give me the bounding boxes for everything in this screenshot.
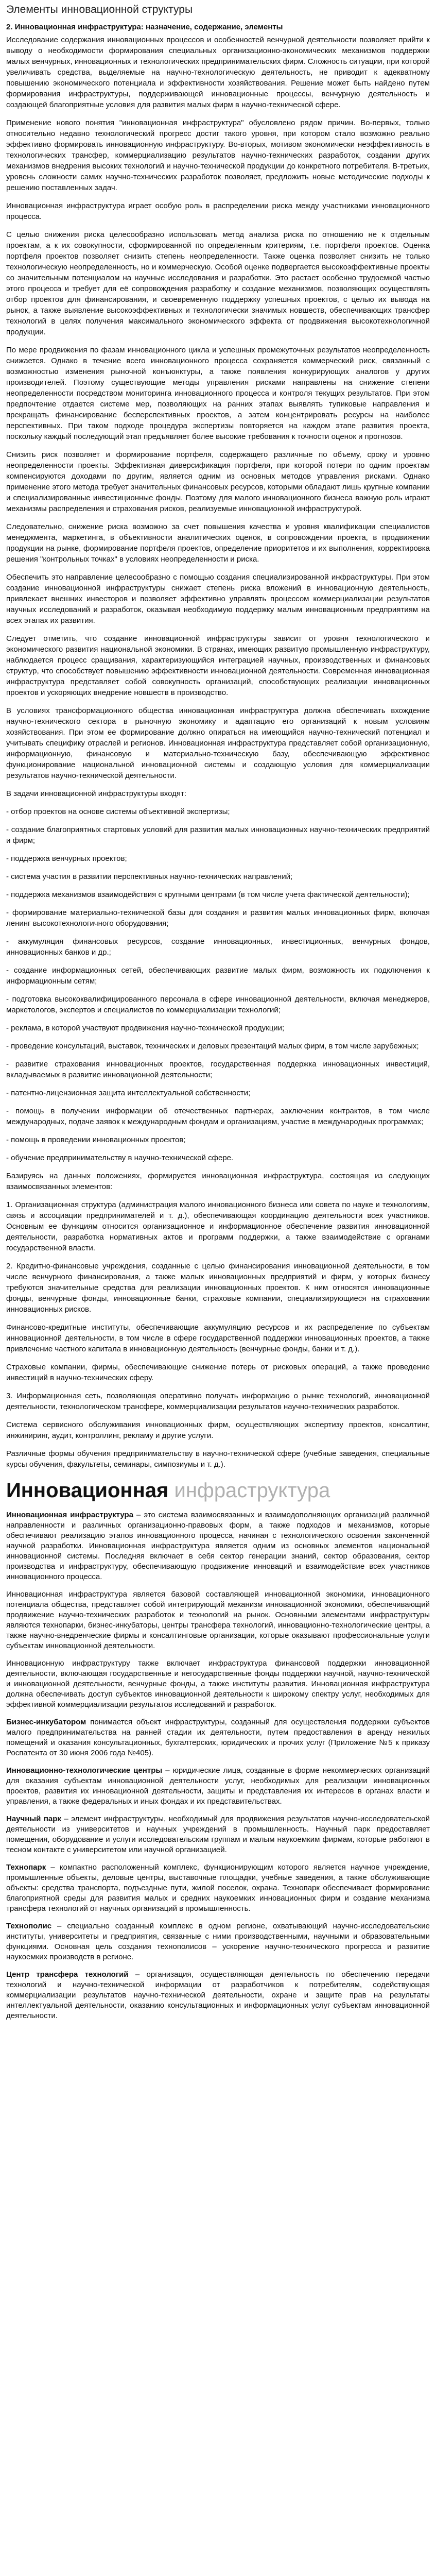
section-1-paragraph: В задачи инновационной инфраструктуры входят: (6, 789, 187, 799)
section-2-title-tail: инфраструктура (174, 1479, 330, 1502)
section-1-paragraph: - помощь в получении информации об отечественных партнерах, заключении контрактов, в том числе международных, подаче заявок к международным фондам и организациям, участие в международных программах; (6, 1107, 430, 1127)
section-2-body (6, 1510, 430, 2021)
paragraph-text: Инновационную инфраструктуру также включает инфраструктура финансовой поддержки инновационной деятельности, включающая государственные и негосударственные фонды поддержки научной, научно-технической и инновационной деятельности, венчурные фонды, а также институты развития. Инновационная инфраструктура должна обеспечивать доступ субъектов инновационной деятельности к широкому спектру услуг, необходимых для эффективной коммерциализации результатов исследований и разработок. (6, 1659, 430, 1709)
section-1-paragraph: - создание благоприятных стартовых условий для развития малых инновационных научно-технических предприятий и фирм; (6, 825, 430, 845)
section-1-paragraph: - создание информационных сетей, обеспечивающих развитие малых фирм, возможность их подключения к информационным сетям; (6, 966, 430, 986)
section-2-paragraph (6, 1921, 430, 1962)
section-1-paragraph: Следует отметить, что создание инновационной инфраструктуры зависит от уровня технологического и экономического развития национальной экономики. В странах, имеющих развитую промышленную инфраструктуру, наблюдается процесс сращивания, характеризующийся интеграцией научных, производственных и финансовых структур, что способствует повышению эффективности инновационной деятельности. Современная инновационная инфраструктура представляет собой совокупность организаций, способствующих реализации инновационных проектов и ускоряющих внедрение новшеств в производство. (6, 634, 430, 698)
section-2 (6, 1478, 430, 2021)
section-1-paragraph: - аккумуляция финансовых ресурсов, создание инновационных, инвестиционных, венчурных фондов, инновационных банков и др.; (6, 937, 430, 957)
paragraph-text: – организация, осуществляющая деятельность по обеспечению передачи технологий и научно-технической информации от разработчиков к потребителям, содействующая коммерциализации результатов научно-технической деятельности, охране и защите прав на результаты интеллектуальной деятельности, оказанию консультационных и информационных услуг субъектам инновационной деятельности. (6, 1970, 430, 2021)
section-1-paragraph: Обеспечить это направление целесообразно с помощью создания специализированной инфраструктуры. При этом создание инновационной инфраструктуры снижает степень риска вложений в инновационную деятельность, привлекает внешних инвесторов и позволяет эффективно управлять процессом коммерциализации результатов научных исследований и разработок, оказывая необходимую поддержку малым инновационным предприятиям на всех этапах их развития. (6, 573, 430, 625)
section-1-paragraph: - система участия в развитии перспективных научно-технических направлений; (6, 872, 293, 882)
paragraph-text: Инновационная инфраструктура является базовой составляющей инновационной экономики, инновационного потенциала общества, представляет собой интегрирующий механизм инновационной экономики, обеспечивающий продвижение научно-технических разработок и технологий на рынок. Основными элементами инфраструктуры являются технопарки, бизнес-инкубаторы, центры трансфера технологий, инновационно-технологические центры, а также научно-внедренческие фирмы и консалтинговые организации, которые оказывают профессиональные услуги субъектам инновационной деятельности. (6, 1590, 430, 1651)
section-2-paragraph (6, 1589, 430, 1651)
section-1-paragraph: 2. Кредитно-финансовые учреждения, созданные с целью финансирования инновационной деятельности, в том числе венчурного финансирования, а также малых инновационных предприятий и фирм, у которых бизнесу требуются значительные средства для реализации инновационных проектов. К ним относятся инновационные фонды, венчурные фонды, инновационные банки, страховые компании, специализирующиеся на страховании инновационных рисков. (6, 1262, 430, 1314)
page-title: Элементы инновационной структуры (6, 4, 193, 15)
section-1-paragraph: Базируясь на данных положениях, формируется инновационная инфраструктура, состоящая из следующих взаимосвязанных элементов: (6, 1172, 430, 1192)
section-1-paragraph: Инновационная инфраструктура играет особую роль в распределении риска между участниками инновационного процесса. (6, 201, 430, 222)
section-1-paragraph: - формирование материально-технической базы для создания и развития малых инновационных фирм, включая ленинг высокотехнологичного оборудования; (6, 908, 430, 928)
section-1-paragraph: Следовательно, снижение риска возможно за счет повышения качества и уровня квалификации специалистов менеджмента, маркетинга, в объективности аналитических оценок, в сопровождении проекта, в продвижении продукции на рынке, формирование портфеля проектов, определение приоритетов и их выполнения, корректировка решения "контрольных точках" в условиях неопределенности и риска. (6, 522, 430, 564)
section-1-paragraph: - поддержка механизмов взаимодействия с крупными центрами (в том числе учета фактической деятельности); (6, 890, 410, 900)
section-1-paragraph: В условиях трансформационного общества инновационная инфраструктура должна обеспечивать вхождение научно-технического сектора в рыночную экономику и адаптацию его организаций к новым условиям хозяйствования. При этом ее формирование должно опираться на имеющийся научно-технический потенциал и учитывать специфику отраслей и регионов. Инновационная инфраструктура представляет собой организационную, информационную, финансовую и материально-техническую базу, обеспечивающую эффективное функционирование национальной инновационной системы и создающую условия для коммерциализации результатов научно-технической деятельности. (6, 706, 430, 781)
paragraph-text: – компактно расположенный комплекс, функционирующим которого является научное учреждение, промышленные объекты, деловые центры, выставочные площадки, учебные заведения, а также обслуживающие объекты: средства транспорта, подъездные пути, жилой поселок, охрана. Технопарк обеспечивает формирование благоприятной среды для развития малых и средних наукоемких инновационных фирм и создание механизма трансфера технологий от научных организаций в промышленность. (6, 1863, 430, 1913)
section-2-paragraph (6, 1510, 430, 1582)
section-2-paragraph (6, 1658, 430, 1710)
section-1-paragraph: - реклама, в которой участвуют продвижения научно-технической продукции; (6, 1024, 285, 1033)
term-lead: Бизнес-инкубатором (6, 1718, 86, 1727)
section-1-paragraph: Страховые компании, фирмы, обеспечивающие снижение потерь от рисковых операций, а также проведение инвестиций в научно-технических сферу. (6, 1363, 430, 1383)
paragraph-text: понимается объект инфраструктуры, созданный для осуществления поддержки субъектов малого предпринимательства на ранней стадии их деятельности, путем предоставления в аренду нежилых помещений и оказания консультационных, бухгалтерских, юридических и прочих услуг (Приложение №5 к приказу Роспатента от 30 июня 2006 года №405). (6, 1718, 430, 1758)
term-lead: Инновационно-технологические центры (6, 1766, 163, 1775)
term-lead: Центр трансфера технологий (6, 1970, 129, 1979)
section-1-paragraph: С целью снижения риска целесообразно использовать метод анализа риска по отношению не к отдельным проектам, а к их совокупности, сформированной по определенным критериям, т.е. портфеля проектов. Оценка портфеля проектов позволяет снизить степень неопределенности. Также оценка позволяет снизить не только технологическую неопределенность, но и коммерческую. Особой оценке подвергается высокоэффективные проекты со значительным потенциалом на научные исследования и разработки. Это растает особенно трудоемкой частью этого процесса и требует для её сопровождения разработку и создание механизмов, позволяющих осуществлять отбор проектов для финансирования, и своевременную поддержку успешных проектов, с целью их вывода на рынок, а также выявление высокоэффективных и технологически значимых новшеств, обеспечивающих трансфер технологий в целях получения максимального экономического эффекта от продвижения высокотехнологичной продукции. (6, 230, 430, 337)
paragraph-text: – элемент инфраструктуры, необходимый для продвижения результатов научно-исследовательской деятельности из университетов и научных учреждений в промышленность. Научный парк предоставляет помещения, оборудование и услуги исследовательским группам и малым наукоемким фирмам, которые работают в тесном контакте с университетом или научной организацией. (6, 1815, 430, 1855)
section-1-title: 2. Инновационная инфраструктура: назначение, содержание, элементы (6, 23, 283, 32)
section-1-paragraph: - проведение консультаций, выставок, технических и деловых презентаций малых фирм, в том числе зарубежных; (6, 1042, 419, 1051)
section-2-paragraph (6, 1766, 430, 1807)
section-1-paragraph: По мере продвижения по фазам инновационного цикла и успешных промежуточных результатов неопределенность снижается. Однако в течение всего инновационного процесса сохраняется коммерческий риск, связанный с возможностью изменения рыночной конъюнктуры, а также появления конкурирующих аналогов у других производителей. Поэтому существующие методы управления рисками направлены на снижение степени неопределенности посредством мониторинга инновационного процесса и контроля текущих результатов. При этом предпочтение отдается системе мер, позволяющих на ранних этапах выявлять тупиковые направления и прекращать финансирование бесперспективных проектов, а затем концентрировать ресурсы на наиболее перспективных. При таком подходе процедура экспертизы повторяется на каждом этапе развития проекта, поскольку каждый последующий этап предъявляет более высокие требования к точности оценок и прогнозов. (6, 346, 430, 442)
section-1-paragraph: - поддержка венчурных проектов; (6, 854, 127, 863)
section-1-paragraph: Исследование содержания инновационных процессов и особенностей венчурной деятельности позволяет прийти к выводу о необходимости формирования специальных организационно-экономических механизмов поддержки малых венчурных, инновационных и технологических предпринимательских фирм. Сложность ситуации, при которой увеличивать средства, выделяемые на научно-технологическую деятельность, не приводит к адекватному повышению экономического потенциала и эффективности хозяйствования. Решение может быть найдено путем формирования инфраструктуры, поддерживающей инновационные процессы, венчурную деятельность и создающей благоприятные условия для развития малых фирм в научно-технической сфере. (6, 36, 430, 110)
section-1-paragraph: Применение нового понятия "инновационная инфраструктура" обусловлено рядом причин. Во-первых, только относительно недавно технологический прогресс достиг такого уровня, при котором стало возможно реально эффективно формировать инновационную инфраструктуру. Во-вторых, мотивом экономически неэффективность в технологических трансфер, коммерциализацию результатов научно-технических разработок, создании других механизмов внедрения высоких технологий и научно-технической продукции до конкретного потребителя. В-третьих, уровень сложности самих научно-технических разработок позволяет, предложить новые методические подходы к решению поставленных задач. (6, 118, 430, 193)
section-1-paragraph: Финансово-кредитные институты, обеспечивающие аккумуляцию ресурсов и их распределение по субъектам инновационной деятельности, в том числе в сфере государственной поддержки инновационных проектов, а также привлечение частного капитала в инновационную деятельность (венчурные фонды, банки и т. д.). (6, 1323, 430, 1354)
section-1-paragraph: - отбор проектов на основе системы объективной экспертизы; (6, 807, 230, 817)
section-1-paragraph: - помощь в проведении инновационных проектов; (6, 1136, 186, 1145)
section-1-paragraph: Снизить риск позволяет и формирование портфеля, содержащего различные по объему, сроку и уровню неопределенности проекты. Эффективная диверсификация портфеля, при которой потери по одним проектам компенсируются доходами по другим, является одним из основных методов управления рисками. Однако применение этого метода требует значительных финансовых ресурсов, которыми обладают лишь крупные компании и специализированные инвестиционные фонды. Поэтому для малого инновационного бизнеса важную роль играют механизмы распределения и страхования рисков, реализуемые инновационной инфраструктурой. (6, 450, 430, 514)
section-2-paragraph (6, 1717, 430, 1758)
section-2-paragraph (6, 1814, 430, 1855)
section-1-paragraph: 1. Организационная структура (администрация малого инновационного бизнеса или совета по науке и технологиям, связь и ассоциации предпринимателей и т. д.), обеспечивающая координацию деятельности всех участников. Основным ее функциям относится организационное и информационное обеспечение развития инновационной деятельности, разработка нормативных актов и программ поддержки, а также взаимодействие с органами государственной власти. (6, 1200, 430, 1253)
term-lead: Научный парк (6, 1815, 61, 1824)
section-1-paragraph: - развитие страхования инновационных проектов, государственная поддержка инновационных инвестиций, вкладываемых в развитие инновационной деятельности; (6, 1060, 430, 1080)
section-2-title (6, 1478, 430, 1503)
section-1-body (6, 35, 430, 1470)
section-1-paragraph: - обучение предпринимательству в научно-технической сфере. (6, 1154, 234, 1163)
section-1-paragraph: - патентно-лицензионная защита интеллектуальной собственности; (6, 1089, 251, 1098)
paragraph-text: – юридические лица, созданные в форме некоммерческих организаций для оказания субъектам инновационной деятельности услуг, необходимых для реализации инновационных проектов, развития их инновационной деятельности, защиты и представления их интересов в органах власти и управления, а также федеральных и иных фондах и их представительствах. (6, 1766, 430, 1806)
term-lead: Технопарк (6, 1863, 46, 1872)
paragraph-text: – специально созданный комплекс в одном регионе, охватывающий научно-исследовательские институты, университеты и предприятия, связанные с ними производственными, научными и образовательными функциями. Основная цель создания технополисов – ускорение научно-технического прогресса и развитие наукоемких производств в регионе. (6, 1922, 430, 1962)
term-lead: Технополис (6, 1922, 52, 1931)
section-2-paragraph (6, 1862, 430, 1914)
term-lead: Инновационная инфраструктура (6, 1511, 134, 1520)
section-1 (6, 22, 430, 1470)
section-1-paragraph: Различные формы обучения предпринимательству в научно-технической сфере (учебные заведения, специальные курсы обучения, факультеты, семинары, симпозиумы и т. д.). (6, 1449, 430, 1469)
section-1-paragraph: Система сервисного обслуживания инновационных фирм, осуществляющих экспертизу проектов, консалтинг, инжиниринг, аудит, контроллинг, рекламу и другие услуги. (6, 1420, 430, 1440)
section-2-title-main: Инновационная (6, 1479, 169, 1502)
section-1-paragraph: 3. Информационная сеть, позволяющая оперативно получать информацию о рынке технологий, инновационной деятельности, технологическом трансфере, коммерциализации результатов научно-технических разработок. (6, 1392, 430, 1412)
paragraph-text: – это система взаимосвязанных и взаимодополняющих организаций различной направленности и различных организационно-правовых форм, а также подходов и механизмов, которые обеспечивают реализацию этапов инновационного процесса, начиная с технологического освоения законченной научной разработки. Инновационная инфраструктура является одним из основных элементов национальной инновационной системы. Последняя включает в себя сектор генерации знаний, сектор образования, сектор производства и инфраструктуру, обеспечивающую продвижение инноваций и взаимодействие всех участников инновационного процесса. (6, 1511, 430, 1582)
section-1-paragraph: - подготовка высококвалифицированного персонала в сфере инновационной деятельности, включая менеджеров, маркетологов, экспертов и специалистов по коммерциализации технологий; (6, 995, 430, 1015)
section-2-paragraph (6, 1970, 430, 2021)
